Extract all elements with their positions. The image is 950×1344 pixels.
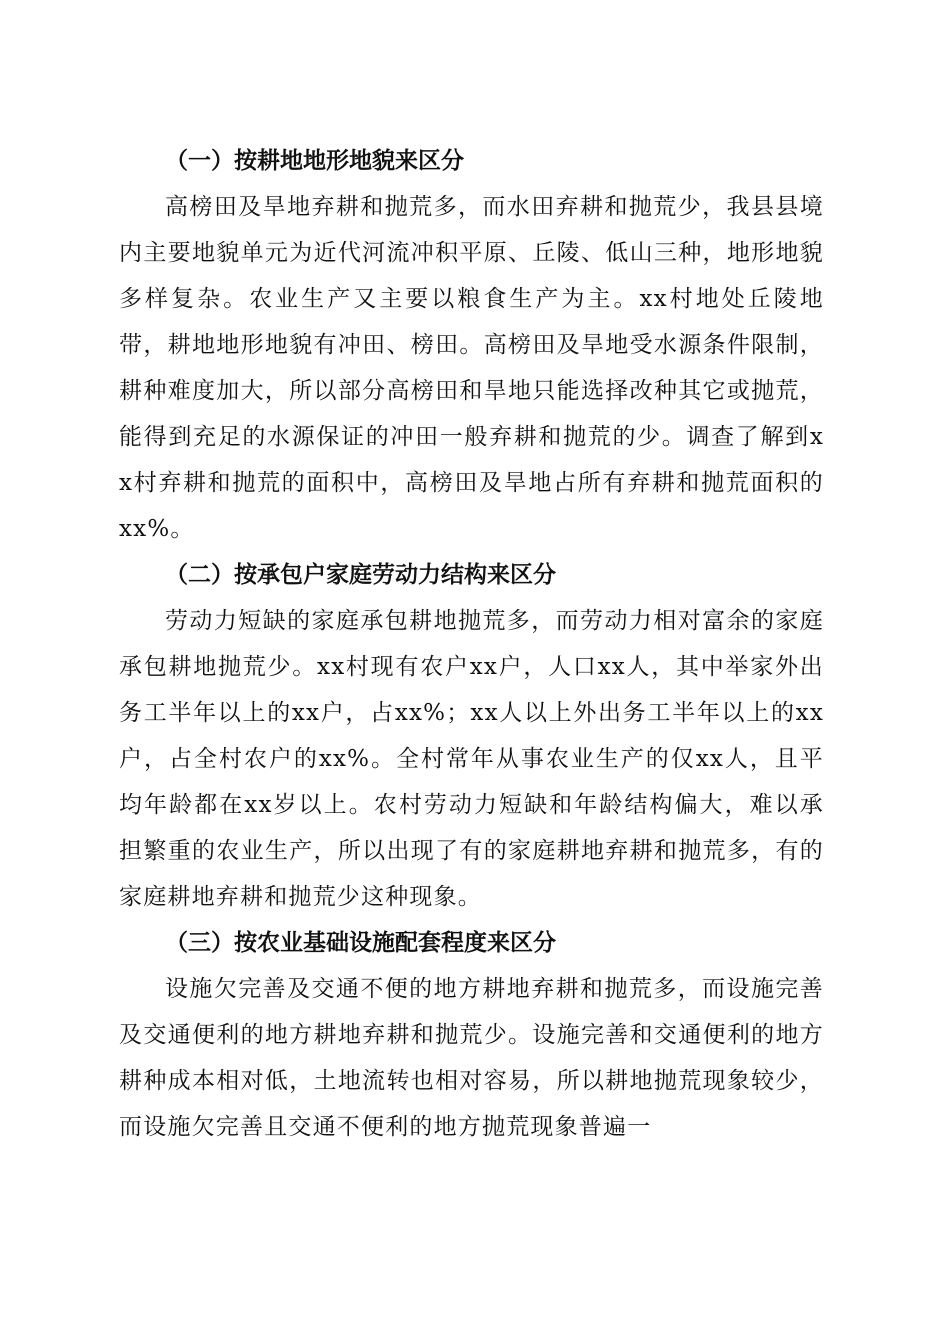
document-body <box>119 138 824 1150</box>
section-1-paragraph: 高榜田及旱地弃耕和抛荒多，而水田弃耕和抛荒少，我县县境内主要地貌单元为近代河流冲积平原、丘陵、低山三种，地形地貌多样复杂。农业生产又主要以粮食生产为主。xx村地处丘陵地带，耕地地形地貌有冲田、榜田。高榜田及旱地受水源条件限制，耕种难度加大，所以部分高榜田和旱地只能选择改种其它或抛荒，能得到充足的水源保证的冲田一般弃耕和抛荒的少。调查了解到xx村弃耕和抛荒的面积中，高榜田及旱地占所有弃耕和抛荒面积的xx%。 <box>119 194 824 542</box>
section-3-heading: （三）按农业基础设施配套程度来区分 <box>165 929 556 956</box>
section-3-paragraph: 设施欠完善及交通不便的地方耕地弃耕和抛荒多，而设施完善及交通便利的地方耕地弃耕和抛荒少。设施完善和交通便利的地方耕种成本相对低，土地流转也相对容易，所以耕地抛荒现象较少，而设施欠完善且交通不便利的地方抛荒现象普遍一 <box>119 976 824 1140</box>
section-2-paragraph: 劳动力短缺的家庭承包耕地抛荒多，而劳动力相对富余的家庭承包耕地抛荒少。xx村现有农户xx户，人口xx人，其中举家外出务工半年以上的xx户，占xx%；xx人以上外出务工半年以上的xx户，占全村农户的xx%。全村常年从事农业生产的仅xx人，且平均年龄都在xx岁以上。农村劳动力短缺和年龄结构偏大，难以承担繁重的农业生产，所以出现了有的家庭耕地弃耕和抛荒多，有的家庭耕地弃耕和抛荒少这种现象。 <box>119 608 824 910</box>
section-1-heading: （一）按耕地地形地貌来区分 <box>165 147 464 174</box>
section-2-heading: （二）按承包户家庭劳动力结构来区分 <box>165 561 556 588</box>
